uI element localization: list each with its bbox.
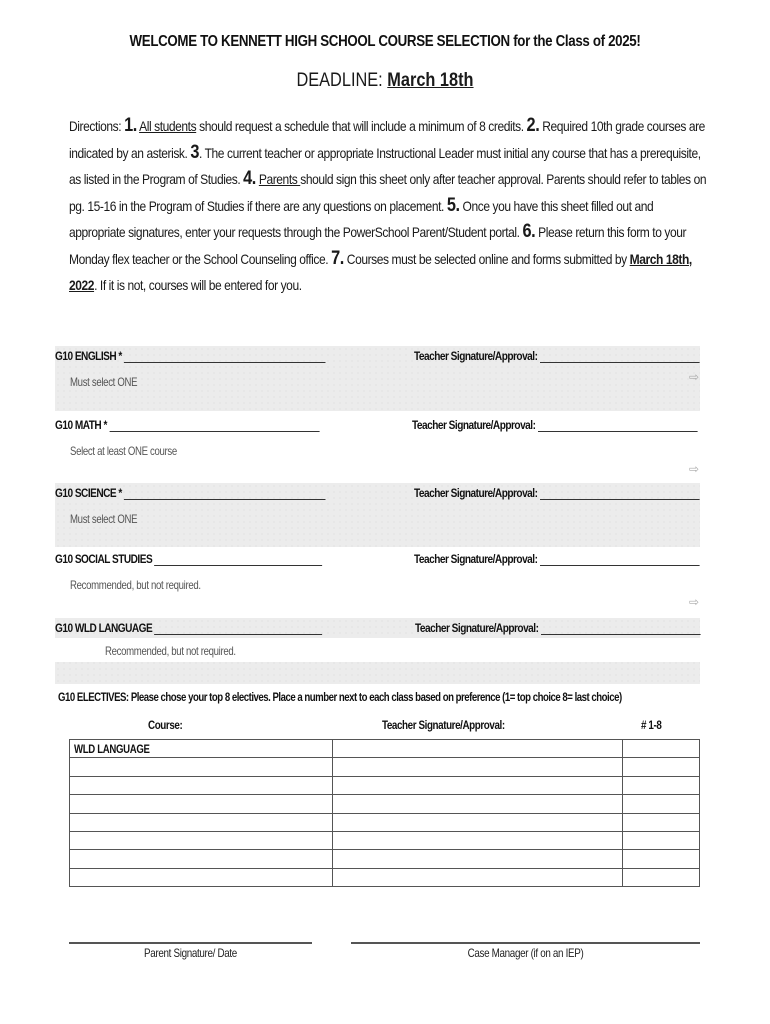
direction-underlined: All students xyxy=(139,118,197,134)
section-title: G10 SOCIAL STUDIES xyxy=(55,552,153,566)
section-label xyxy=(55,486,326,500)
electives-heading: G10 ELECTIVES: Please chose your top 8 electives. Place a number next to each class based on preference (1= top choice 8= last choice) xyxy=(58,690,622,704)
direction-deadline: March 18th, 2022 xyxy=(69,250,692,293)
table-row xyxy=(70,758,700,776)
teacher-signature xyxy=(414,486,699,500)
direction-number: 1. xyxy=(124,115,137,136)
teacher-signature xyxy=(415,621,700,635)
teacher-signature xyxy=(414,552,699,566)
course-entry-line[interactable] xyxy=(109,421,319,432)
column-header-course: Course: xyxy=(148,718,183,732)
section-title: G10 ENGLISH * xyxy=(55,349,122,363)
section-wld-language xyxy=(55,618,700,684)
signature-line[interactable] xyxy=(540,352,700,363)
course-cell[interactable] xyxy=(70,758,333,776)
section-math xyxy=(55,415,700,477)
direction-text: . The current teacher or appropriate Instructional Leader must initial any course that has a prerequisite, as listed in the Program of Studies. xyxy=(69,144,701,187)
section-label xyxy=(55,418,319,432)
section-label xyxy=(55,552,322,566)
section-label xyxy=(55,349,326,363)
page-title: WELCOME TO KENNETT HIGH SCHOOL COURSE SELECTION for the Class of 2025! xyxy=(129,33,641,50)
parent-signature-label: Parent Signature/ Date xyxy=(144,946,237,960)
direction-text: should sign this sheet only after teacher approval. Parents should refer to tables on pg. 15-16 in the Program of Studies if there are any questions on placement. xyxy=(69,171,707,214)
course-entry-line[interactable] xyxy=(124,352,326,363)
table-row xyxy=(70,868,700,886)
deadline xyxy=(54,70,716,92)
table-row xyxy=(70,850,700,868)
signature-cell[interactable] xyxy=(333,813,623,831)
electives-table xyxy=(69,739,700,887)
direction-text: Required 10th grade courses are indicated by an asterisk. xyxy=(69,118,705,161)
arrow-right-icon: ⇨ xyxy=(688,370,699,384)
direction-number: 5. xyxy=(446,194,460,216)
rank-cell[interactable] xyxy=(623,813,700,831)
rank-cell[interactable] xyxy=(623,795,700,813)
signature-label: Teacher Signature/Approval: xyxy=(415,621,539,635)
section-social-studies xyxy=(55,549,700,615)
rank-cell[interactable] xyxy=(623,868,700,886)
direction-number: 2. xyxy=(526,115,540,136)
table-row xyxy=(70,813,700,831)
arrow-right-icon: ⇨ xyxy=(688,462,699,476)
section-title: G10 WLD LANGUAGE xyxy=(55,621,153,635)
signature-cell[interactable] xyxy=(333,850,623,868)
signature-line[interactable] xyxy=(541,624,701,635)
section-note: Must select ONE xyxy=(70,512,138,526)
signature-cell[interactable] xyxy=(333,758,623,776)
signature-label: Teacher Signature/Approval: xyxy=(414,552,538,566)
rank-cell[interactable] xyxy=(623,740,700,758)
teacher-signature xyxy=(412,418,697,432)
arrow-right-icon: ⇨ xyxy=(688,595,699,609)
section-english xyxy=(55,346,700,411)
rank-cell[interactable] xyxy=(623,776,700,794)
section-note: Recommended, but not required. xyxy=(105,644,236,658)
column-header-rank: # 1-8 xyxy=(641,718,662,732)
section-note: Must select ONE xyxy=(70,375,138,389)
signature-label: Teacher Signature/Approval: xyxy=(414,486,538,500)
direction-number: 6. xyxy=(522,221,536,242)
course-entry-line[interactable] xyxy=(155,624,323,635)
section-label xyxy=(55,621,323,635)
signature-cell[interactable] xyxy=(333,868,623,886)
table-row xyxy=(70,831,700,849)
table-row xyxy=(70,776,700,794)
section-title: G10 SCIENCE * xyxy=(55,486,122,500)
signature-cell[interactable] xyxy=(333,795,623,813)
direction-number: 7. xyxy=(331,247,344,269)
column-header-signature: Teacher Signature/Approval: xyxy=(382,718,505,732)
parent-signature-line[interactable] xyxy=(69,942,312,944)
deadline-label: DEADLINE: xyxy=(296,70,388,91)
teacher-signature xyxy=(414,349,699,363)
course-entry-line[interactable] xyxy=(124,489,326,500)
signature-cell[interactable] xyxy=(333,776,623,794)
course-cell[interactable] xyxy=(70,795,333,813)
table-row xyxy=(70,795,700,813)
signature-line[interactable] xyxy=(540,489,700,500)
section-note: Select at least ONE course xyxy=(70,444,177,458)
course-cell[interactable] xyxy=(70,831,333,849)
course-cell[interactable] xyxy=(70,776,333,794)
directions-label: Directions: xyxy=(69,118,125,134)
course-cell[interactable] xyxy=(70,813,333,831)
direction-number: 3 xyxy=(190,141,200,163)
signature-label: Teacher Signature/Approval: xyxy=(412,418,536,432)
direction-number: 4. xyxy=(243,168,256,189)
direction-text: Once you have this sheet filled out and appropriate signatures, enter your requests through the PowerSchool Parent/Student portal. xyxy=(69,197,654,240)
rank-cell[interactable] xyxy=(623,831,700,849)
rank-cell[interactable] xyxy=(623,758,700,776)
course-cell[interactable] xyxy=(70,850,333,868)
signature-line[interactable] xyxy=(540,555,700,566)
section-note: Recommended, but not required. xyxy=(70,578,201,592)
direction-text: Courses must be selected online and forms submitted by xyxy=(343,250,630,267)
section-science xyxy=(55,483,700,547)
rank-cell[interactable] xyxy=(623,850,700,868)
direction-text: Please return this form to your Monday flex teacher or the School Counseling office. xyxy=(69,224,687,267)
course-entry-line[interactable] xyxy=(154,555,322,566)
course-cell[interactable]: WLD LANGUAGE xyxy=(70,740,333,758)
signature-cell[interactable] xyxy=(333,740,623,758)
direction-text: should request a schedule that will include a minimum of 8 credits. xyxy=(196,118,527,134)
table-row xyxy=(70,740,700,758)
course-cell[interactable] xyxy=(70,868,333,886)
case-manager-line[interactable] xyxy=(351,942,700,944)
direction-text: . If it is not, courses will be entered for you. xyxy=(94,277,302,293)
directions xyxy=(69,113,709,299)
signature-label: Teacher Signature/Approval: xyxy=(414,349,538,363)
case-manager-label: Case Manager (if on an IEP) xyxy=(467,946,584,960)
signature-cell[interactable] xyxy=(333,831,623,849)
deadline-date: March 18th xyxy=(387,70,474,91)
section-title: G10 MATH * xyxy=(55,418,107,432)
direction-underlined: Parents xyxy=(258,171,301,187)
signature-line[interactable] xyxy=(538,421,698,432)
